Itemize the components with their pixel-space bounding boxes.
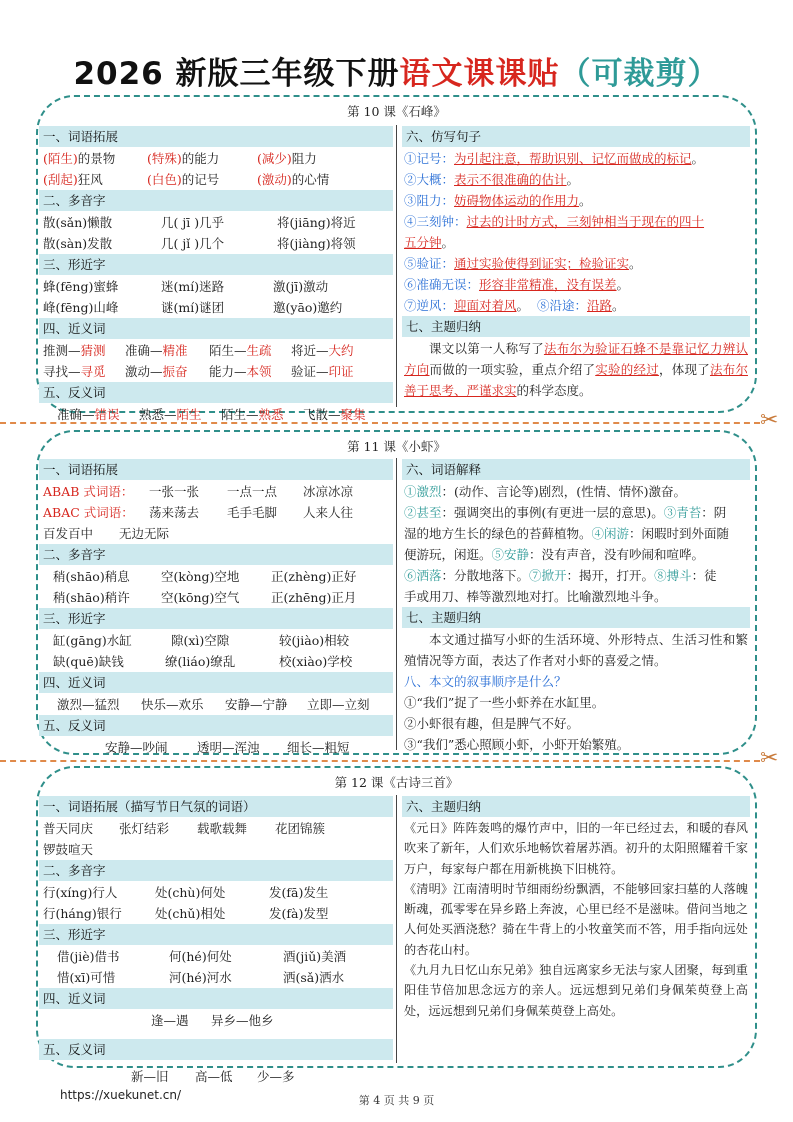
poem-summary: 《清明》江南清明时节细雨纷纷飘洒，不能够回家扫墓的人落魄断魂，孤零零在异乡路上奔波，心里已经不是滋味。借问当地之人何处买酒浇愁？骑在牛背上的小牧童笑而不答，用手指向远处的杏花山村。 bbox=[404, 881, 748, 957]
section-header: 六、主题归纳 bbox=[402, 796, 750, 817]
section-header: 三、形近字 bbox=[39, 924, 393, 945]
section-header: 五、反义词 bbox=[39, 715, 393, 736]
similar-char-row: 借(jiè)借书 何(hé)何处 酒(jiǔ)美酒 bbox=[57, 949, 347, 964]
page-title: 2026 新版三年级下册语文课课贴（可裁剪） bbox=[73, 56, 720, 92]
section-header: 五、反义词 bbox=[39, 1039, 393, 1060]
word-row: 百发百中 无边无际 bbox=[43, 526, 170, 541]
antonym-row: 新—旧 高—低 少—多 bbox=[131, 1069, 295, 1084]
section-header: 二、多音字 bbox=[39, 860, 393, 881]
section-header: 一、词语拓展 bbox=[39, 126, 393, 147]
polyphone-row: 散(sàn)发散 几( jǐ )几个 将(jiàng)将领 bbox=[43, 236, 356, 251]
antonym-row: 准确—错误 熟悉—陌生 陌生—熟悉 飞散—聚集 bbox=[57, 407, 366, 422]
lesson-10-left bbox=[39, 126, 393, 425]
theme-summary: 课文以第一人称写了法布尔为验证石蜂不是靠记忆力辨认方向而做的一项实验，重点介绍了实验的经过，体现了法布尔善于思考、严谨求实的科学态度。 bbox=[404, 341, 748, 398]
section-header: 四、近义词 bbox=[39, 672, 393, 693]
definition: ①记号：为引起注意，帮助识别、记忆而做成的标记。 bbox=[404, 151, 705, 166]
synonym-row: 激烈—猛烈 快乐—欢乐 安静—宁静 立即—立刻 bbox=[57, 697, 370, 712]
word-explanation: ①激烈：(动作、言论等)剧烈，(性情、情怀)激奋。 ②甚至：强调突出的事例(有更进一层的意思)。③青苔：阴 湿的地方生长的绿色的苔藓植物。④闲游：闲暇时到外面随 便游玩，闲逛。⑤安静：没有声音，没有吵闹和喧哗。 ⑥洒落：分散地落下。⑦掀开：揭开，打开。⑧搏斗：徒 手或用刀、棒等激烈地对打。比喻激烈地斗争。 bbox=[404, 484, 730, 604]
theme-summary: 本文通过描写小虾的生活环境、外形特点、生活习性和繁殖情况等方面，表达了作者对小虾的喜爱之情。 bbox=[404, 632, 748, 668]
similar-char-row: 惜(xī)可惜 河(hé)河水 洒(sǎ)洒水 bbox=[57, 970, 345, 985]
antonym-row: 安静—吵闹 透明—浑浊 细长—粗短 bbox=[105, 740, 350, 755]
lesson-12-heading: 第 12 课《古诗三首》 bbox=[334, 775, 459, 790]
definition: ③阻力：妨碍物体运动的作用力。 bbox=[404, 193, 592, 208]
footer-url[interactable]: https://xuekunet.cn/ bbox=[60, 1088, 182, 1102]
definition: ⑤验证：通过实验使得到证实；检验证实。 bbox=[404, 256, 642, 271]
lesson-10-heading: 第 10 课《石峰》 bbox=[347, 104, 446, 119]
definition: ⑦逆风：迎面对着风。 ⑧沿途：沿路。 bbox=[404, 298, 625, 313]
cut-line bbox=[0, 422, 760, 424]
section-header: 六、词语解释 bbox=[402, 459, 750, 480]
lesson-10-right bbox=[402, 126, 750, 401]
synonym-row: 推测—猜测 准确—精准 陌生—生疏 将近—大约 bbox=[43, 343, 354, 358]
order-item: ②小虾很有趣，但是脾气不好。 bbox=[404, 716, 580, 731]
poem-summary: 《元日》阵阵轰鸣的爆竹声中，旧的一年已经过去，和暖的春风吹来了新年，人们欢乐地畅饮着屠苏酒。初升的太阳照耀着千家万户，每家每户都在用新桃换下旧桃符。 bbox=[404, 821, 748, 876]
lesson-11-right bbox=[402, 459, 750, 755]
word-row: (刮起)狂风 (白色)的记号 (激动)的心情 bbox=[43, 172, 330, 187]
word-row: ABAC 式词语： 荡来荡去 毛手毛脚 人来人往 bbox=[43, 505, 354, 520]
word-row: 普天同庆 张灯结彩 载歌载舞 花团锦簇 bbox=[43, 821, 326, 836]
question: 八、本文的叙事顺序是什么？ bbox=[404, 674, 567, 689]
section-header: 二、多音字 bbox=[39, 190, 393, 211]
polyphone-row: 行(háng)银行 处(chǔ)相处 发(fà)发型 bbox=[43, 906, 329, 921]
similar-char-row: 缸(gāng)水缸 隙(xì)空隙 较(jiào)相较 bbox=[53, 633, 350, 648]
page-number: 第 4 页 共 9 页 bbox=[358, 1094, 435, 1107]
definition: ④三刻钟：过去的计时方式，三刻钟相当于现在的四十 五分钟。 bbox=[404, 214, 705, 250]
section-header: 一、词语拓展 bbox=[39, 459, 393, 480]
scissors-icon: ✂ bbox=[760, 408, 779, 433]
word-row: (陌生)的景物 (特殊)的能力 (减少)阻力 bbox=[43, 151, 317, 166]
section-header: 三、形近字 bbox=[39, 608, 393, 629]
column-divider bbox=[396, 125, 397, 407]
synonym-row: 逢—遇 异乡—他乡 bbox=[151, 1013, 274, 1028]
poem-summary: 《九月九日忆山东兄弟》独自远离家乡无法与家人团聚，每到重阳佳节倍加思念远方的亲人。远远想到兄弟们身佩茱萸登上高处，远远想到兄弟们身佩茱萸登上高处。 bbox=[404, 963, 748, 1018]
column-divider bbox=[396, 458, 397, 750]
section-header: 四、近义词 bbox=[39, 318, 393, 339]
polyphone-row: 稍(shāo)稍息 空(kòng)空地 正(zhèng)正好 bbox=[53, 569, 357, 584]
order-item: ①“我们”捉了一些小虾养在水缸里。 bbox=[404, 695, 605, 710]
polyphone-row: 散(sǎn)懒散 几( jī )几乎 将(jiāng)将近 bbox=[43, 215, 356, 230]
section-header: 二、多音字 bbox=[39, 544, 393, 565]
scissors-icon: ✂ bbox=[760, 746, 779, 771]
lesson-11-left bbox=[39, 459, 393, 758]
word-row: 锣鼓喧天 bbox=[43, 842, 94, 857]
similar-char-row: 蜂(fēng)蜜蜂 迷(mí)迷路 激(jī)激动 bbox=[43, 279, 329, 294]
column-divider bbox=[396, 795, 397, 1063]
section-header: 四、近义词 bbox=[39, 988, 393, 1009]
lesson-11-heading: 第 11 课《小虾》 bbox=[347, 439, 446, 454]
polyphone-row: 稍(shāo)稍许 空(kōng)空气 正(zhēng)正月 bbox=[53, 590, 357, 605]
section-header: 一、词语拓展（描写节日气氛的词语） bbox=[39, 796, 393, 817]
word-row: ABAB 式词语： 一张一张 一点一点 冰凉冰凉 bbox=[43, 484, 354, 499]
order-item: ③“我们”悉心照顾小虾，小虾开始繁殖。 bbox=[404, 737, 630, 752]
section-header: 七、主题归纳 bbox=[402, 607, 750, 628]
lesson-12-left bbox=[39, 796, 393, 1087]
section-header: 五、反义词 bbox=[39, 382, 393, 403]
definition: ②大概：表示不很准确的估计。 bbox=[404, 172, 580, 187]
section-header: 三、形近字 bbox=[39, 254, 393, 275]
similar-char-row: 缺(quē)缺钱 缭(liáo)缭乱 校(xiào)学校 bbox=[53, 654, 353, 669]
section-header: 七、主题归纳 bbox=[402, 316, 750, 337]
cut-line bbox=[0, 760, 760, 762]
definition: ⑥准确无误：形容非常精准，没有误差。 bbox=[404, 277, 630, 292]
similar-char-row: 峰(fēng)山峰 谜(mí)谜团 邀(yāo)邀约 bbox=[43, 300, 343, 315]
synonym-row: 寻找—寻觅 激动—振奋 能力—本领 验证—印证 bbox=[43, 364, 354, 379]
lesson-12-right bbox=[402, 796, 750, 1021]
section-header: 六、仿写句子 bbox=[402, 126, 750, 147]
polyphone-row: 行(xíng)行人 处(chù)何处 发(fā)发生 bbox=[43, 885, 329, 900]
